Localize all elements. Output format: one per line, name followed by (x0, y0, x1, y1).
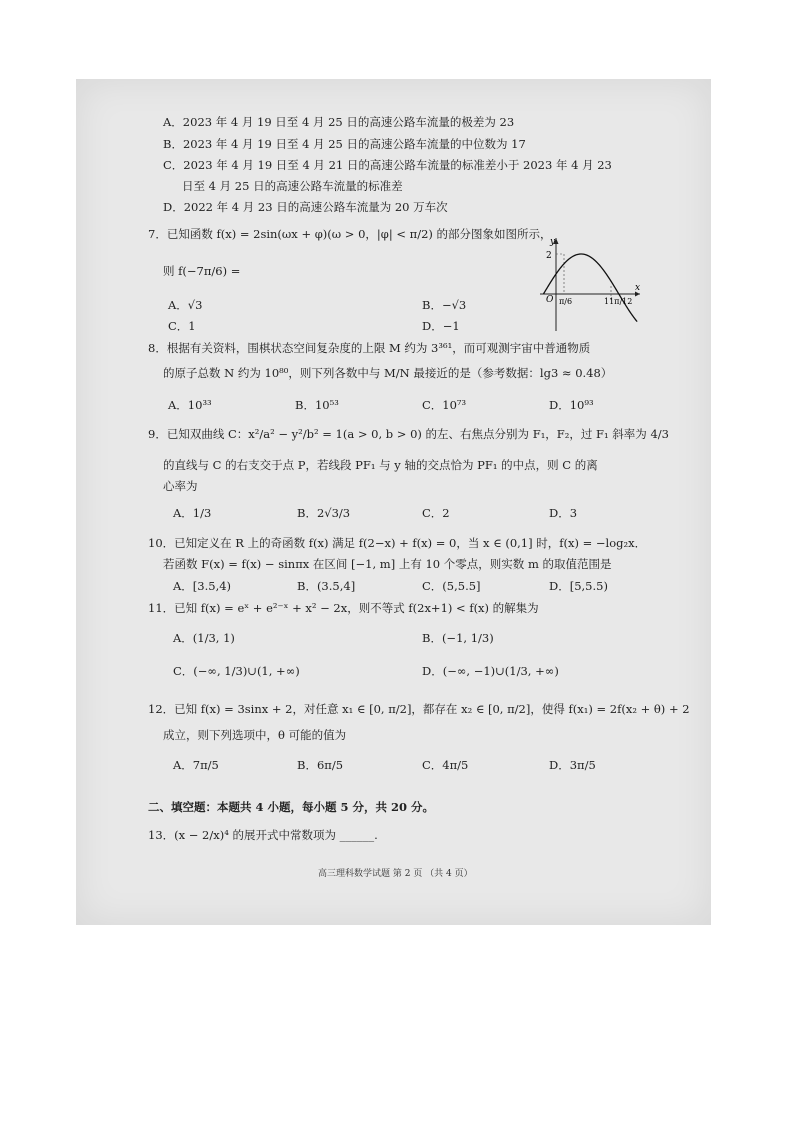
page-footer: 高三理科数学试题 第 2 页 （共 4 页） (318, 869, 473, 879)
q8-option-d: D．10⁹³ (549, 398, 594, 412)
q6-option-d: D．2022 年 4 月 23 日的高速公路车流量为 20 万车次 (163, 200, 448, 214)
q6-option-a: A．2023 年 4 月 19 日至 4 月 25 日的高速公路车流量的极差为 23 (163, 115, 515, 129)
q10-stem-line2: 若函数 F(x) = f(x) − sinπx 在区间 [−1, m] 上有 10 个零点，则实数 m 的取值范围是 (163, 557, 612, 571)
q10-option-c: C．(5,5.5] (422, 579, 481, 593)
q10-stem-line1: 10．已知定义在 R 上的奇函数 f(x) 满足 f(2−x) + f(x) = 0，当 x ∈ (0,1] 时，f(x) = −log₂x． (148, 536, 647, 550)
q9-stem-line2: 的直线与 C 的右支交于点 P，若线段 PF₁ 与 y 轴的交点恰为 PF₁ 的中点，则 C 的离 (163, 458, 598, 472)
q7-option-b: B．−√3 (422, 298, 467, 312)
q9-option-d: D．3 (549, 506, 578, 520)
q12-stem-line2: 成立，则下列选项中，θ 可能的值为 (163, 728, 347, 742)
q9-stem-line3: 心率为 (163, 479, 198, 493)
q8-stem-line1: 8．根据有关资料，围棋状态空间复杂度的上限 M 约为 3³⁶¹，而可观测宇宙中普通物质 (148, 341, 591, 355)
x-tick-pi6: π/6 (559, 297, 573, 306)
q8-stem-line2: 的原子总数 N 约为 10⁸⁰，则下列各数中与 M/N 最接近的是（参考数据：lg3 ≈ 0.48） (163, 366, 613, 380)
q10-option-b: B．(3.5,4] (297, 579, 356, 593)
q12-option-a: A．7π/5 (173, 758, 219, 772)
sine-curve (544, 254, 641, 322)
q11-option-d: D．(−∞, −1)∪(1/3, +∞) (422, 664, 559, 678)
q11-option-b: B．(−1, 1/3) (422, 631, 494, 645)
x-tick-11pi12: 11π/12 (604, 297, 633, 306)
q6-option-c-line1: C．2023 年 4 月 19 日至 4 月 21 日的高速公路车流量的标准差小于 2023 年 4 月 23 (163, 158, 612, 172)
q11-option-c: C．(−∞, 1/3)∪(1, +∞) (173, 664, 300, 678)
q7-option-d: D．−1 (422, 319, 460, 333)
q10-option-a: A．[3.5,4) (173, 579, 232, 593)
y-axis-label: y (550, 237, 556, 247)
q9-option-a: A．1/3 (173, 506, 212, 520)
q7-stem-line2: 则 f(−7π/6) = (163, 264, 241, 278)
q6-option-c-line2: 日至 4 月 25 日的高速公路车流量的标准差 (182, 179, 403, 193)
q12-option-b: B．6π/5 (297, 758, 344, 772)
q9-option-c: C．2 (422, 506, 450, 520)
q9-stem-line1: 9．已知双曲线 C：x²/a² − y²/b² = 1(a > 0, b > 0) 的左、右焦点分别为 F₁，F₂，过 F₁ 斜率为 4/3 (148, 427, 669, 441)
origin-label: O (546, 295, 554, 305)
q7-option-a: A．√3 (168, 298, 203, 312)
q7-sine-graph (540, 236, 642, 332)
q12-option-d: D．3π/5 (549, 758, 596, 772)
q11-option-a: A．(1/3, 1) (173, 631, 235, 645)
q7-option-c: C．1 (168, 319, 196, 333)
q9-option-b: B．2√3/3 (297, 506, 351, 520)
y-tick-2: 2 (546, 251, 552, 261)
q10-option-d: D．[5,5.5) (549, 579, 608, 593)
q8-option-a: A．10³³ (168, 398, 212, 412)
q7-stem-line1: 7．已知函数 f(x) = 2sin(ωx + φ)(ω > 0，|φ| < π/2) 的部分图象如图所示， (148, 227, 552, 241)
x-axis-label: x (635, 283, 641, 293)
q12-stem-line1: 12．已知 f(x) = 3sinx + 2，对任意 x₁ ∈ [0, π/2]，都存在 x₂ ∈ [0, π/2]，使得 f(x₁) = 2f(x₂ + θ) + 2 (148, 702, 690, 716)
section-2-heading: 二、填空题：本题共 4 小题，每小题 5 分，共 20 分。 (148, 800, 435, 814)
q13-stem: 13．(x − 2/x)⁴ 的展开式中常数项为 ______. (148, 828, 378, 842)
q8-option-c: C．10⁷³ (422, 398, 467, 412)
q11-stem: 11．已知 f(x) = eˣ + e²⁻ˣ + x² − 2x，则不等式 f(2x+1) < f(x) 的解集为 (148, 601, 539, 615)
q6-option-b: B．2023 年 4 月 19 日至 4 月 25 日的高速公路车流量的中位数为 17 (163, 137, 526, 151)
q8-option-b: B．10⁵³ (295, 398, 339, 412)
q12-option-c: C．4π/5 (422, 758, 469, 772)
